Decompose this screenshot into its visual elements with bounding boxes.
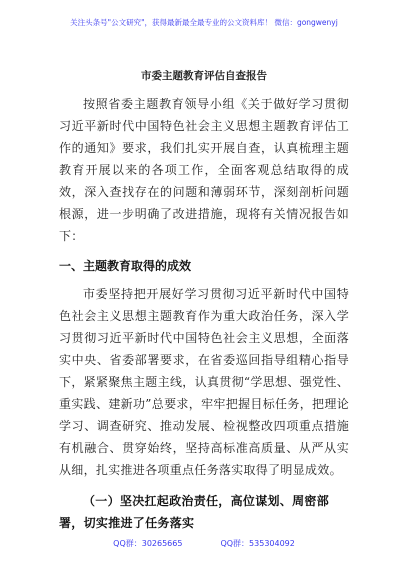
header-banner: 关注头条号"公文研究"，获得最新最全最专业的公文资料库！ 微信：gongwenyj: [70, 18, 338, 27]
body-paragraph: 市委坚持把开展好学习贯彻习近平新时代中国特色社会主义思想主题教育作为重大政治任务，深入学习贯彻习近平新时代中国特色社会主义思想，全面落实中央、省委部署要求，在省委巡回指导组精心指导下，紧紧聚焦主题主线，认真贯彻“学思想、强党性、重实践、建新功”总要求，牢牢把握目标任务，把理论学习、调查研究、推动发展、检视整改四项重点措施有机融合、贯穿始终，坚持高标准高质量、从严从实从细，扎实推进各项重点任务落实取得了明显成效。: [59, 287, 349, 477]
document-title: 市委主题教育评估自查报告: [141, 70, 267, 82]
document-body: [59, 93, 349, 534]
qq-group-2: QQ群：535304092: [220, 539, 295, 548]
intro-paragraph: 按照省委主题教育领导小组《关于做好学习贯彻习近平新时代中国特色社会主义思想主题教育评估工作的通知》要求，我们扎实开展自查，认真梳理主题教育开展以来的各项工作，全面客观总结取得的成效，深入查找存在的问题和薄弱环节，深刻剖析问题根源，进一步明确了改进措施，现将有关情况报告如下：: [59, 97, 349, 243]
qq-group-1: QQ群：30265665: [113, 539, 183, 548]
footer-contact: [0, 538, 408, 549]
section-heading: 一、主题教育取得的成效: [59, 259, 192, 273]
subsection-heading: （一）坚决扛起政治责任，高位谋划、周密部署，切实推进了任务落实: [59, 494, 330, 530]
